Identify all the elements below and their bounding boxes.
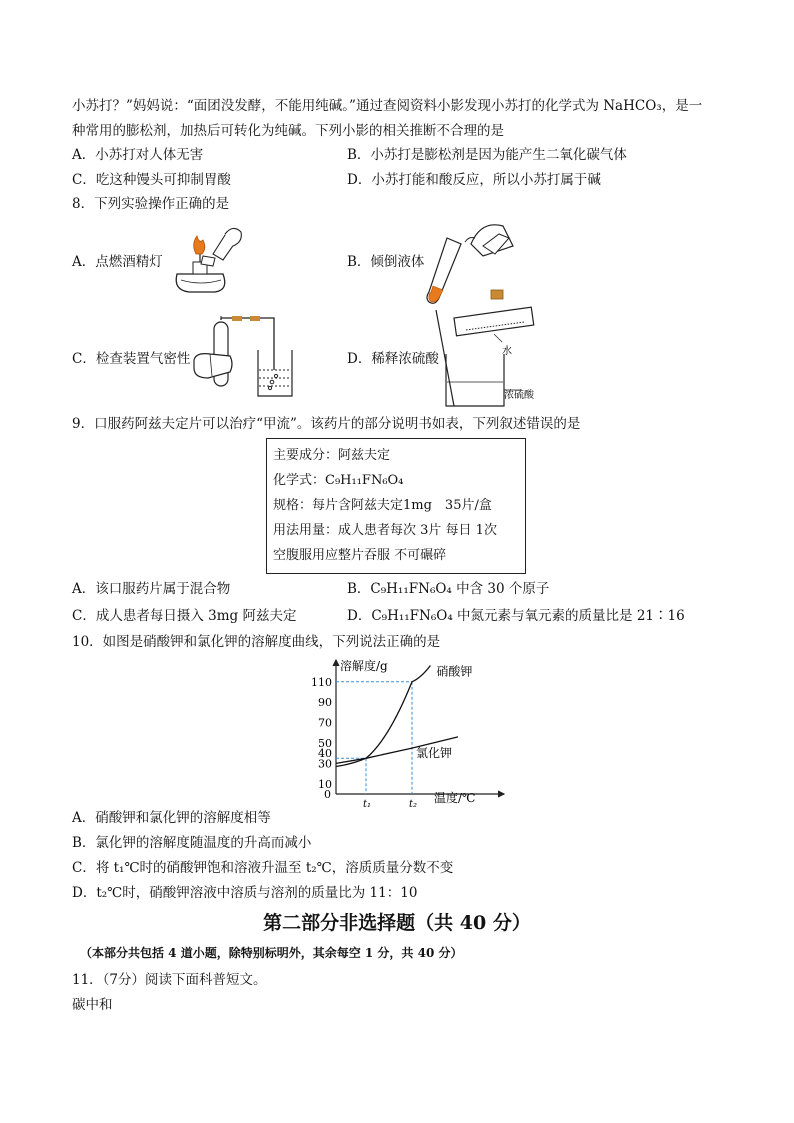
q8-option-a: A．点燃酒精灯 (72, 254, 163, 270)
y-tick-label: 50 (318, 737, 332, 750)
q8-option-d: D．稀释浓硫酸 (347, 351, 439, 367)
x-axis-label: 温度/℃ (434, 791, 476, 805)
airtightness-check-illustration (192, 316, 298, 402)
q10-option-b: B．氯化钾的溶解度随温度的升高而减小 (72, 835, 312, 851)
article-title: 碳中和 (72, 997, 113, 1013)
y-tick-label: 110 (311, 675, 332, 689)
q7-option-d: D．小苏打能和酸反应，所以小苏打属于碱 (347, 172, 601, 188)
q7-option-a: A．小苏打对人体无害 (72, 147, 204, 163)
y-tick-label: 30 (318, 757, 332, 771)
x-tick-label: t₁ (363, 799, 372, 810)
intro-line-2: 种常用的膨松剂，加热后可转化为纯碱。下列小影的相关推断不合理的是 (72, 123, 504, 139)
q9-stem: 9．口服药阿兹夫定片可以治疗“甲流”。该药片的部分说明书如表，下列叙述错误的是 (72, 416, 581, 432)
box-row-formula: 化学式：C₉H₁₁FN₆O₄ (273, 473, 404, 488)
q8-option-c: C．检查装置气密性 (72, 351, 191, 367)
q8-option-b: B．倾倒液体 (347, 254, 425, 270)
alcohol-lamp-illustration (163, 224, 243, 296)
y-tick-label: 10 (318, 777, 332, 791)
x-tick-label: t₂ (409, 799, 418, 810)
box-row-ingredient: 主要成分：阿兹夫定 (273, 448, 391, 463)
solubility-chart (300, 654, 510, 810)
q11-stem: 11．（7分）阅读下面科普短文。 (72, 972, 267, 988)
q9-option-a: A．该口服药片属于混合物 (72, 581, 231, 597)
q10-option-d: D．t₂℃时，硝酸钾溶液中溶质与溶剂的质量比为 11：10 (72, 885, 418, 901)
box-row-spec: 规格：每片含阿兹夫定1mg 35片/盒 (273, 498, 492, 513)
q7-option-c: C．吃这种馒头可抑制胃酸 (72, 172, 231, 188)
part-two-note: （本部分共包括 4 道小题，除特别标明外，其余每空 1 分，共 40 分） (80, 946, 463, 960)
part-two-title: 第二部分非选择题（共 40 分） (263, 912, 531, 934)
y-tick-label: 40 (318, 747, 332, 761)
origin-label: 0 (324, 788, 331, 801)
pouring-liquid-illustration (425, 216, 517, 306)
q9-option-d: D．C₉H₁₁FN₆O₄ 中氮元素与氧元素的质量比是 21∶16 (347, 608, 685, 624)
q7-option-b: B．小苏打是膨松剂是因为能产生二氧化碳气体 (347, 147, 627, 163)
dilute-acid-illustration (432, 310, 542, 408)
medicine-info-box (266, 438, 526, 574)
q10-option-c: C．将 t₁℃时的硝酸钾饱和溶液升温至 t₂℃，溶质质量分数不变 (72, 860, 454, 876)
y-tick-label: 70 (318, 716, 332, 730)
q9-option-b: B．C₉H₁₁FN₆O₄ 中含 30 个原子 (347, 581, 550, 597)
intro-line-1: 小苏打？”妈妈说：“面团没发酵，不能用纯碱。”通过查阅资料小影发现小苏打的化学式为 NaHCO₃，是一 (72, 98, 703, 114)
water-label: 水 (502, 346, 512, 357)
q8-stem: 8．下列实验操作正确的是 (72, 196, 230, 212)
box-row-dosage: 用法用量：成人患者每次 3片 每日 1次 (273, 523, 497, 538)
acid-label: 浓硫酸 (504, 390, 534, 401)
q9-option-c: C．成人患者每日摄入 3mg 阿兹夫定 (72, 608, 297, 624)
y-axis-label: 溶解度/g (340, 659, 388, 673)
box-row-note: 空腹服用应整片吞服 不可碾碎 (273, 548, 447, 563)
q10-stem: 10．如图是硝酸钾和氯化钾的溶解度曲线，下列说法正确的是 (72, 634, 441, 650)
q10-option-a: A．硝酸钾和氯化钾的溶解度相等 (72, 810, 271, 826)
series-label: 氯化钾 (416, 745, 453, 760)
series-label: 硝酸钾 (436, 664, 473, 679)
y-tick-label: 90 (318, 696, 332, 710)
